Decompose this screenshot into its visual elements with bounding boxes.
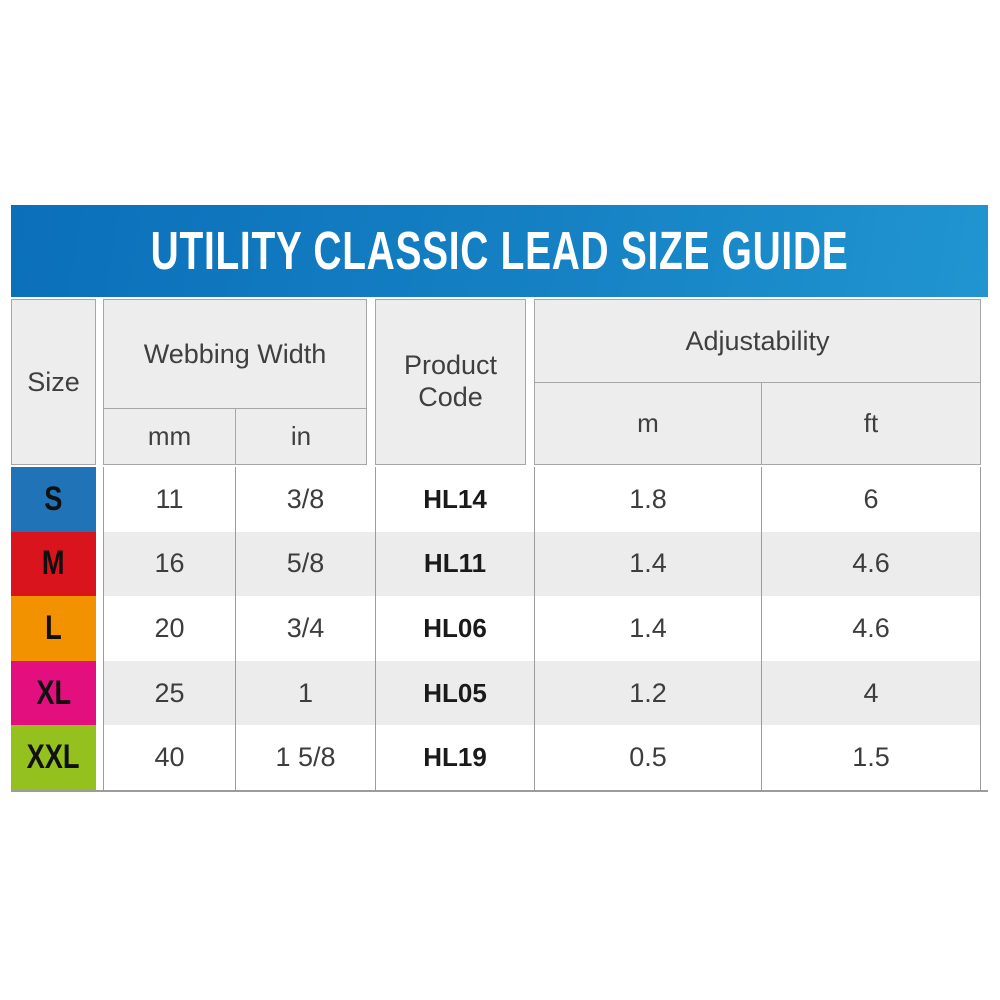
size-guide-table — [11, 205, 988, 792]
cell-m: 1.8 — [534, 467, 761, 532]
cell-ft: 6 — [761, 467, 981, 532]
table-body — [11, 467, 988, 792]
guide-title: UTILITY CLASSIC LEAD SIZE GUIDE — [150, 221, 849, 281]
table-row-xxl — [11, 725, 988, 790]
header-unit-mm: mm — [147, 421, 192, 451]
cell-in: 1 5/8 — [235, 725, 375, 790]
cell-ft: 4.6 — [761, 532, 981, 597]
size-chip-xl — [11, 661, 96, 726]
header-unit-in: in — [235, 409, 366, 464]
cell-in: 5/8 — [235, 532, 375, 597]
header-product-code-line2: Code — [418, 382, 483, 412]
size-chip-label: XL — [36, 673, 71, 712]
size-chip-label: L — [45, 608, 62, 647]
cell-m: 1.4 — [534, 532, 761, 597]
size-chip-label: XXL — [27, 738, 80, 777]
table-row-s — [11, 467, 988, 532]
size-chip-s — [11, 467, 96, 532]
cell-ft: 4 — [761, 661, 981, 726]
header-webbing-units — [104, 409, 366, 464]
size-chip-xxl — [11, 725, 96, 790]
size-chip-l — [11, 596, 96, 661]
header-unit-ft: ft — [761, 383, 980, 464]
header-adjustability: Adjustability — [535, 300, 980, 383]
header-adjustability-units — [535, 383, 980, 464]
header-adjustability-group — [534, 299, 981, 465]
header-webbing-width: Webbing Width — [104, 300, 366, 409]
cell-mm: 25 — [103, 661, 235, 726]
header-webbing-group — [103, 299, 367, 465]
cell-mm: 11 — [103, 467, 235, 532]
cell-product-code: HL11 — [375, 532, 534, 597]
cell-mm: 16 — [103, 532, 235, 597]
size-chip-label: M — [42, 544, 65, 583]
table-header — [11, 299, 988, 465]
cell-m: 1.2 — [534, 661, 761, 726]
header-unit-m: m — [637, 408, 659, 438]
cell-m: 0.5 — [534, 725, 761, 790]
title-bar — [11, 205, 988, 297]
header-product-code-line1: Product — [403, 350, 498, 381]
size-chip-label: S — [44, 479, 63, 518]
cell-product-code: HL05 — [375, 661, 534, 726]
cell-ft: 1.5 — [761, 725, 981, 790]
cell-mm: 40 — [103, 725, 235, 790]
header-size: Size — [11, 299, 96, 465]
cell-mm: 20 — [103, 596, 235, 661]
cell-in: 3/4 — [235, 596, 375, 661]
table-row-l — [11, 596, 988, 661]
cell-product-code: HL06 — [375, 596, 534, 661]
cell-ft: 4.6 — [761, 596, 981, 661]
cell-product-code: HL14 — [375, 467, 534, 532]
cell-in: 1 — [235, 661, 375, 726]
table-row-m — [11, 532, 988, 597]
cell-in: 3/8 — [235, 467, 375, 532]
cell-m: 1.4 — [534, 596, 761, 661]
table-row-xl — [11, 661, 988, 726]
header-product-code — [375, 299, 526, 465]
cell-product-code: HL19 — [375, 725, 534, 790]
size-chip-m — [11, 532, 96, 597]
